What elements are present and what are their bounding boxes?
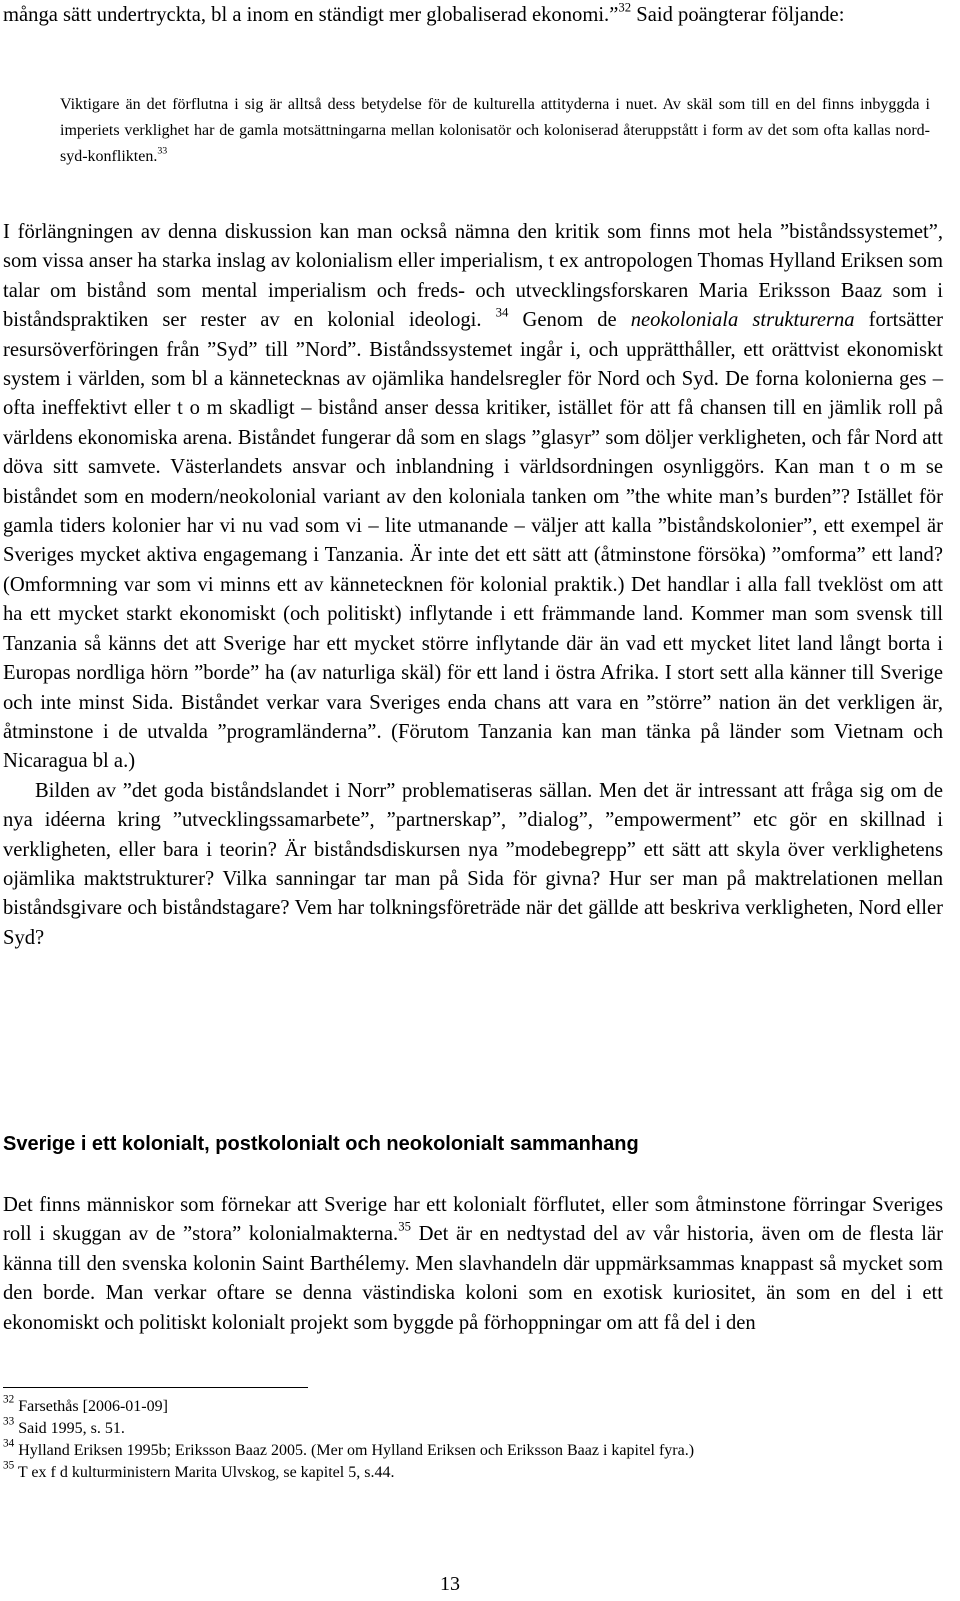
footnote-number: 34 [3,1437,15,1450]
section-heading: Sverige i ett kolonialt, postkolonialt och neokolonialt sammanhang [3,1133,639,1155]
footnote-text: T ex f d kulturministern Marita Ulvskog, se kapitel 5, s.44. [17,1464,395,1481]
footnote-33 [3,1415,943,1440]
footnote-text: Farsethås [2006-01-09] [18,1398,168,1415]
footnote-35 [3,1459,943,1484]
emphasis-neokoloniala: neokoloniala strukturerna [630,309,855,332]
top-paragraph-text-2: Said poängterar följande: [631,4,845,26]
footnote-separator [3,1387,308,1388]
top-paragraph [3,1,943,30]
footnote-number: 35 [3,1459,15,1472]
top-paragraph-text: många sätt undertryckta, bl a inom en ständigt mer globaliserad ekonomi.” [3,4,619,26]
body-paragraph-3-text: Det finns människor som förnekar att Sverige har ett kolonialt förflutet, eller som åtminstone förringar Sveriges roll i skuggan av de ”stora” kolonialmakterna. [3,1194,943,1246]
body-paragraph-1 [3,218,943,953]
footnote-ref-35: 35 [398,1219,411,1234]
footnote-text: Hylland Eriksen 1995b; Eriksson Baaz 2005. (Mer om Hylland Eriksen och Eriksson Baaz i kapitel fyra.) [18,1442,695,1459]
footnote-ref-34: 34 [495,305,509,320]
body-paragraph-1-text-2: Genom de [508,309,631,332]
footnote-ref-32: 32 [618,0,632,15]
footnote-number: 33 [3,1415,15,1428]
footnote-32 [3,1393,943,1418]
block-quote [60,92,930,170]
page-number: 13 [440,1573,460,1595]
body-paragraph-1-text-3: fortsätter resursöverföringen från ”Syd” till ”Nord”. Biståndssystemet ingår i, och upprätthåller, ett orättvist ekonomiskt system i världen, som bl a kännetecknas av ojämlika handelsregler för Nord och Syd. De forna kolonierna ges – ofta ineffektivt eller t o m skadligt – bistånd anser dessa kritiker, istället för att få chansen till en jämlik roll på världens ekonomiska arena. Biståndet fungerar då som en slags ”glasyr” som döljer verkligheten, och får Nord att döva sitt samvete. Västerlandets ansvar och inblandning i världsordningen osynliggörs. Kan man t o m se biståndet som en modern/neokolonial variant av den koloniala tanken om ”the white man’s burden”? Istället för gamla tiders kolonier har vi nu vad som vi – lite utmanande – väljer att kalla ”biståndskolonier”, ett exempel är Sveriges mycket aktiva engagemang i Tanzania. Är inte det ett sätt att (åtminstone försöka) ”omforma” ett land? (Omformning var som vi minns ett av kännetecknen för kolonial praktik.) Det handlar i alla fall tveklöst om att ha ett mycket starkt ekonomiskt (och politiskt) inflytande i ett främmande land. Kommer man som svensk till Tanzania så känns det att Sverige har ett mycket större inflytande där än vad ett mycket litet land långt borta i Europas nordliga hörn ”borde” ha (av naturliga skäl) för ett land i östra Afrika. I stort sett alla känner till Sverige och inte minst Sida. Biståndet verkar vara Sveriges enda chans att vara en ”större” nation än det verkligen är, åtminstone i de utvalda ”programländerna”. (Förutom Tanzania kan man tänka på länder som Vietnam och Nicaragua bl a.) [3,309,943,773]
footnote-text: Said 1995, s. 51. [18,1420,125,1437]
footnote-number: 32 [3,1393,15,1406]
footnote-ref-33: 33 [157,145,168,157]
footnotes [3,1393,943,1484]
body-paragraph-3 [3,1191,943,1338]
body-paragraph-1-text: I förlängningen av denna diskussion kan man också nämna den kritik som finns mot hela ”biståndssystemet”, som vissa anser ha starka inslag av kolonialism eller imperialism, t ex antropologen Thomas Hylland Eriksen som talar om bistånd som mental imperialism och freds- och utvecklingsforskaren Maria Eriksson Baaz som i biståndspraktiken ser rester av en kolonial ideologi. [3,221,943,332]
footnote-34 [3,1437,943,1462]
block-quote-text: Viktigare än det förflutna i sig är alltså dess betydelse för de kulturella attityderna i nuet. Av skäl som till en del finns inbyggda i imperiets verklighet har de gamla motsättningarna mellan kolonisatör och koloniserad återuppstått i form av det som ofta kallas nord-syd-konflikten. [60,96,930,165]
body-paragraph-2-text: Bilden av ”det goda biståndslandet i Norr” problematiseras sällan. Men det är intressant att fråga sig om de nya idéerna kring ”utvecklingssamarbete”, ”partnerskap”, ”dialog”, ”empowerment” etc gör en skillnad i verkligheten, eller bara i teorin? Är biståndsdiskursen nya ”modebegrepp” ett sätt att skyla över verklighetens ojämlika maktstrukturer? Vilka sanningar tar man på Sida för givna? Hur ser man på maktrelationen mellan biståndsgivare och biståndstagare? Vem har tolkningsföreträde när det gällde att beskriva verkligheten, Nord eller Syd? [3,779,943,949]
body-paragraph-3-text-2: Det är en nedtystad del av vår historia, även om de flesta lär känna till den svenska kolonin Saint Barthélemy. Men slavhandeln där uppmärksammas knappast så mycket som den borde. Man verkar oftare se denna västindiska koloni som en exotisk kuriositet, än som en del i ett ekonomiskt och politiskt kolonialt projekt som byggde på förhoppningar om att få del i den [3,1223,943,1334]
